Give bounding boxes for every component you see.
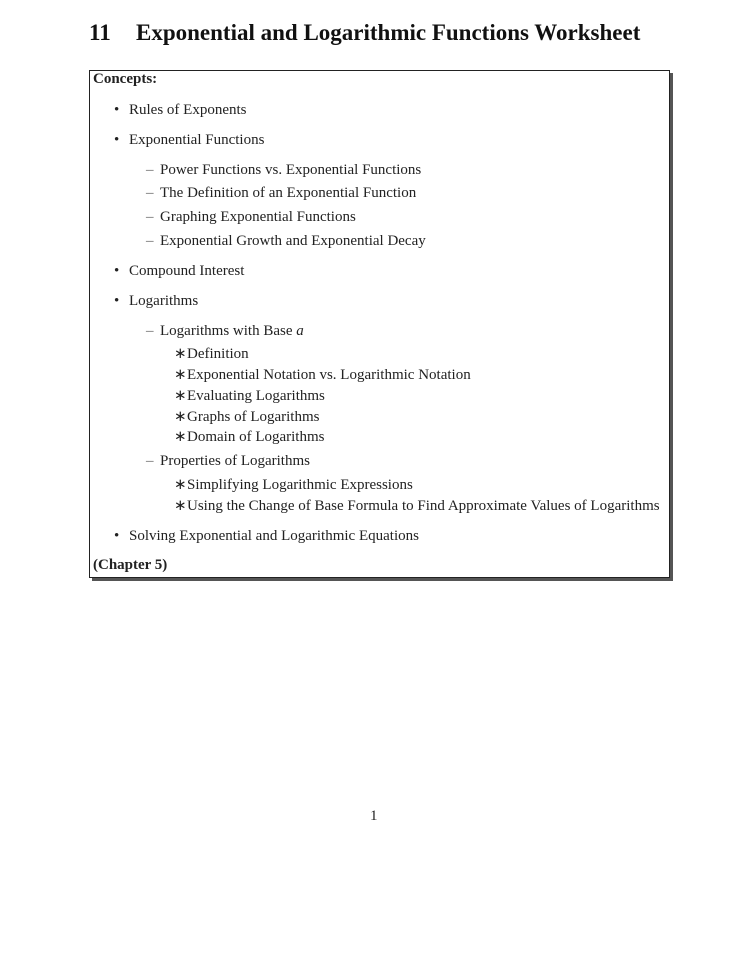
bullet-icon: • <box>114 132 120 148</box>
list-item-text: Exponential Notation vs. Logarithmic Notation <box>187 367 471 383</box>
list-item-text: Evaluating Logarithms <box>187 388 325 404</box>
asterisk-icon: ∗ <box>174 388 187 404</box>
list-item <box>160 208 356 226</box>
list-item <box>160 161 421 179</box>
list-item <box>160 452 310 470</box>
list-item <box>187 387 325 405</box>
asterisk-icon: ∗ <box>174 409 187 425</box>
list-item-text: Exponential Functions <box>129 132 265 148</box>
list-item-text: Using the Change of Base Formula to Find Approximate Values of Logarithms <box>187 498 660 514</box>
list-item <box>187 476 413 494</box>
list-item <box>187 497 660 515</box>
list-item-text: Properties of Logarithms <box>160 453 310 469</box>
list-item <box>187 428 324 446</box>
asterisk-icon: ∗ <box>174 346 187 362</box>
list-item-text: Graphing Exponential Functions <box>160 209 356 225</box>
asterisk-icon: ∗ <box>174 429 187 445</box>
list-item <box>129 262 244 280</box>
list-item <box>129 101 247 119</box>
chapter-reference: (Chapter 5) <box>93 557 168 573</box>
asterisk-icon: ∗ <box>174 367 187 383</box>
list-item-text: Simplifying Logarithmic Expressions <box>187 477 413 493</box>
bullet-icon: • <box>114 102 120 118</box>
dash-icon: – <box>146 185 154 201</box>
list-item-text: Definition <box>187 346 249 362</box>
list-item-text: The Definition of an Exponential Function <box>160 185 417 201</box>
list-item-text: Logarithms <box>129 293 199 309</box>
base-variable: a <box>296 323 304 339</box>
list-item-text: Compound Interest <box>129 263 245 279</box>
list-item-text: Rules of Exponents <box>129 102 247 118</box>
list-item <box>160 184 416 202</box>
asterisk-icon: ∗ <box>174 477 187 493</box>
page-number: 1 <box>370 808 378 824</box>
bullet-icon: • <box>114 528 120 544</box>
list-item <box>187 408 319 426</box>
concepts-heading: Concepts: <box>93 71 158 87</box>
dash-icon: – <box>146 209 154 225</box>
section-number: 11 <box>89 20 111 45</box>
list-item-text: Domain of Logarithms <box>187 429 325 445</box>
list-item <box>187 345 249 363</box>
list-item-text: Graphs of Logarithms <box>187 409 320 425</box>
title-text: Exponential and Logarithmic Functions Worksheet <box>136 20 641 45</box>
list-item-text: Logarithms with Base <box>160 323 293 339</box>
list-item <box>187 366 471 384</box>
list-item <box>129 292 198 310</box>
list-item <box>129 131 264 149</box>
dash-icon: – <box>146 162 154 178</box>
bullet-icon: • <box>114 293 120 309</box>
list-item-text: Exponential Growth and Exponential Decay <box>160 233 426 249</box>
dash-icon: – <box>146 453 154 469</box>
list-item-text: Power Functions vs. Exponential Functions <box>160 162 422 178</box>
list-item <box>129 527 419 545</box>
list-item <box>160 322 304 340</box>
bullet-icon: • <box>114 263 120 279</box>
dash-icon: – <box>146 323 154 339</box>
worksheet-title <box>89 20 640 46</box>
list-item <box>160 232 426 250</box>
list-item-text: Solving Exponential and Logarithmic Equations <box>129 528 419 544</box>
dash-icon: – <box>146 233 154 249</box>
asterisk-icon: ∗ <box>174 498 187 514</box>
